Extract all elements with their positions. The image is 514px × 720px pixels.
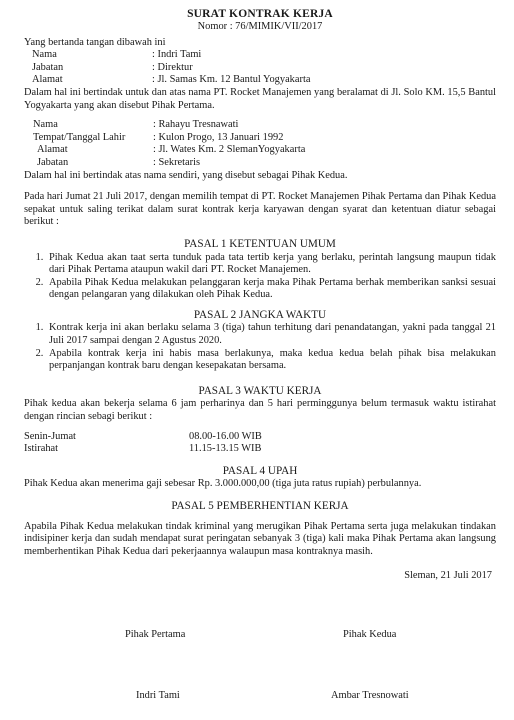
second-party-signatory: Ambar Tresnowati (331, 690, 409, 701)
article-3-heading: PASAL 3 WAKTU KERJA (198, 384, 322, 397)
article-4-text: Pihak Kedua akan menerima gaji sebesar Rp. 3.000.000,00 (tiga juta ratus rupiah) perbulannya. (24, 478, 422, 490)
document-title: SURAT KONTRAK KERJA (187, 8, 333, 20)
first-party-position-label: Jabatan (32, 61, 64, 73)
first-party-description: Dalam hal ini bertindak untuk dan atas nama PT. Rocket Manajemen yang beralamat di Jl. Solo KM. 15,5 Bantul Yogyakarta yang akan disebut Pihak Pertama. (24, 86, 496, 111)
second-party-name-label: Nama (33, 119, 58, 131)
second-party-birth-label: Tempat/Tanggal Lahir (33, 131, 126, 143)
opening-paragraph: Pada hari Jumat 21 Juli 2017, dengan memilih tempat di PT. Rocket Manajemen Pihak Pertama dan Pihak Kedua sepakat untuk saling terikat dalam surat kontrak kerja karyawan dengan syarat dan ketentuan diatur sebagai berikut : (24, 191, 496, 228)
article-1-item: 1. Pihak Kedua akan taat serta tunduk pada tata tertib kerja yang berlaku, perintah langsung maupun tidak dari Pihak Pertama ataupun wakil dari PT. Rocket Manajemen. (46, 252, 496, 277)
second-party-position-label: Jabatan (37, 156, 69, 168)
schedule-workdays-label: Senin-Jumat (24, 430, 76, 442)
article-4-heading: PASAL 4 UPAH (222, 464, 298, 477)
first-party-name-label: Nama (32, 49, 57, 61)
article-1-list (24, 252, 496, 302)
article-5-text: Apabila Pihak Kedua melakukan tindak kriminal yang merugikan Pihak Pertama serta juga melakukan tindakan indisipiner kerja dan sudah mendapat surat peringatan sebanyak 3 (tiga) kali maka Pihak Pertama akan langsung memberhentikan Pihak Kedua dari pekerjaannya walaupun masa kontraknya masih. (24, 520, 496, 557)
article-5-heading: PASAL 5 PEMBERHENTIAN KERJA (171, 500, 349, 512)
document-number: Nomor : 76/MIMIK/VII/2017 (197, 21, 323, 32)
first-party-signatory: Indri Tami (136, 690, 180, 701)
schedule-break-label: Istirahat (24, 443, 59, 455)
second-party-details (24, 119, 496, 169)
first-party-name-value: : Indri Tami (152, 49, 202, 61)
article-2-item: 1. Kontrak kerja ini akan berlaku selama 3 (tiga) tahun terhitung dari penandatangan, yakni pada tanggal 21 Juli 2017 sampai dengan 2 Agustus 2020. (46, 322, 496, 347)
article-2-heading: PASAL 2 JANGKA WAKTU (193, 308, 327, 321)
schedule-workdays-value: 08.00-16.00 WIB (189, 430, 262, 442)
article-1-item: 2. Apabila Pihak Kedua melakukan pelanggaran kerja maka Pihak Pertama berhak memberikan sanksi sesuai dengan pelangaran yang dilakukan oleh Pihak Kedua. (46, 277, 496, 302)
first-party-address-value: : Jl. Samas Km. 12 Bantul Yogyakarta (152, 74, 311, 86)
first-party-details (24, 49, 496, 87)
article-1-heading: PASAL 1 KETENTUAN UMUM (184, 237, 336, 250)
second-party-position-value: : Sekretaris (153, 156, 201, 168)
schedule-break-value: 11.15-13.15 WIB (189, 443, 262, 455)
first-party-role: Pihak Pertama (125, 629, 186, 640)
work-schedule (24, 431, 496, 456)
second-party-role: Pihak Kedua (343, 629, 397, 640)
second-party-birth-value: : Kulon Progo, 13 Januari 1992 (153, 131, 284, 143)
article-2-item: 2. Apabila kontrak kerja ini habis masa berlakunya, maka kedua kedua belah pihak bisa melakukan perpanjangan kontrak baru dengan kesepakatan bersama. (46, 348, 496, 373)
second-party-name-value: : Rahayu Tresnawati (153, 119, 239, 131)
intro-text: Yang bertanda tangan dibawah ini (24, 36, 166, 48)
second-party-description: Dalam hal ini bertindak atas nama sendiri, yang disebut sebagai Pihak Kedua. (24, 169, 348, 181)
second-party-address-label: Alamat (37, 144, 68, 156)
first-party-address-label: Alamat (32, 74, 63, 86)
first-party-position-value: : Direktur (152, 61, 193, 73)
second-party-address-value: : Jl. Wates Km. 2 SlemanYogyakarta (153, 144, 306, 156)
article-2-list (24, 322, 496, 372)
article-3-text: Pihak kedua akan bekerja selama 6 jam perharinya dan 5 hari perminggunya belum termasuk waktu istirahat dengan rincian sebagi berikut : (24, 398, 496, 423)
signature-place-date: Sleman, 21 Juli 2017 (404, 570, 492, 582)
